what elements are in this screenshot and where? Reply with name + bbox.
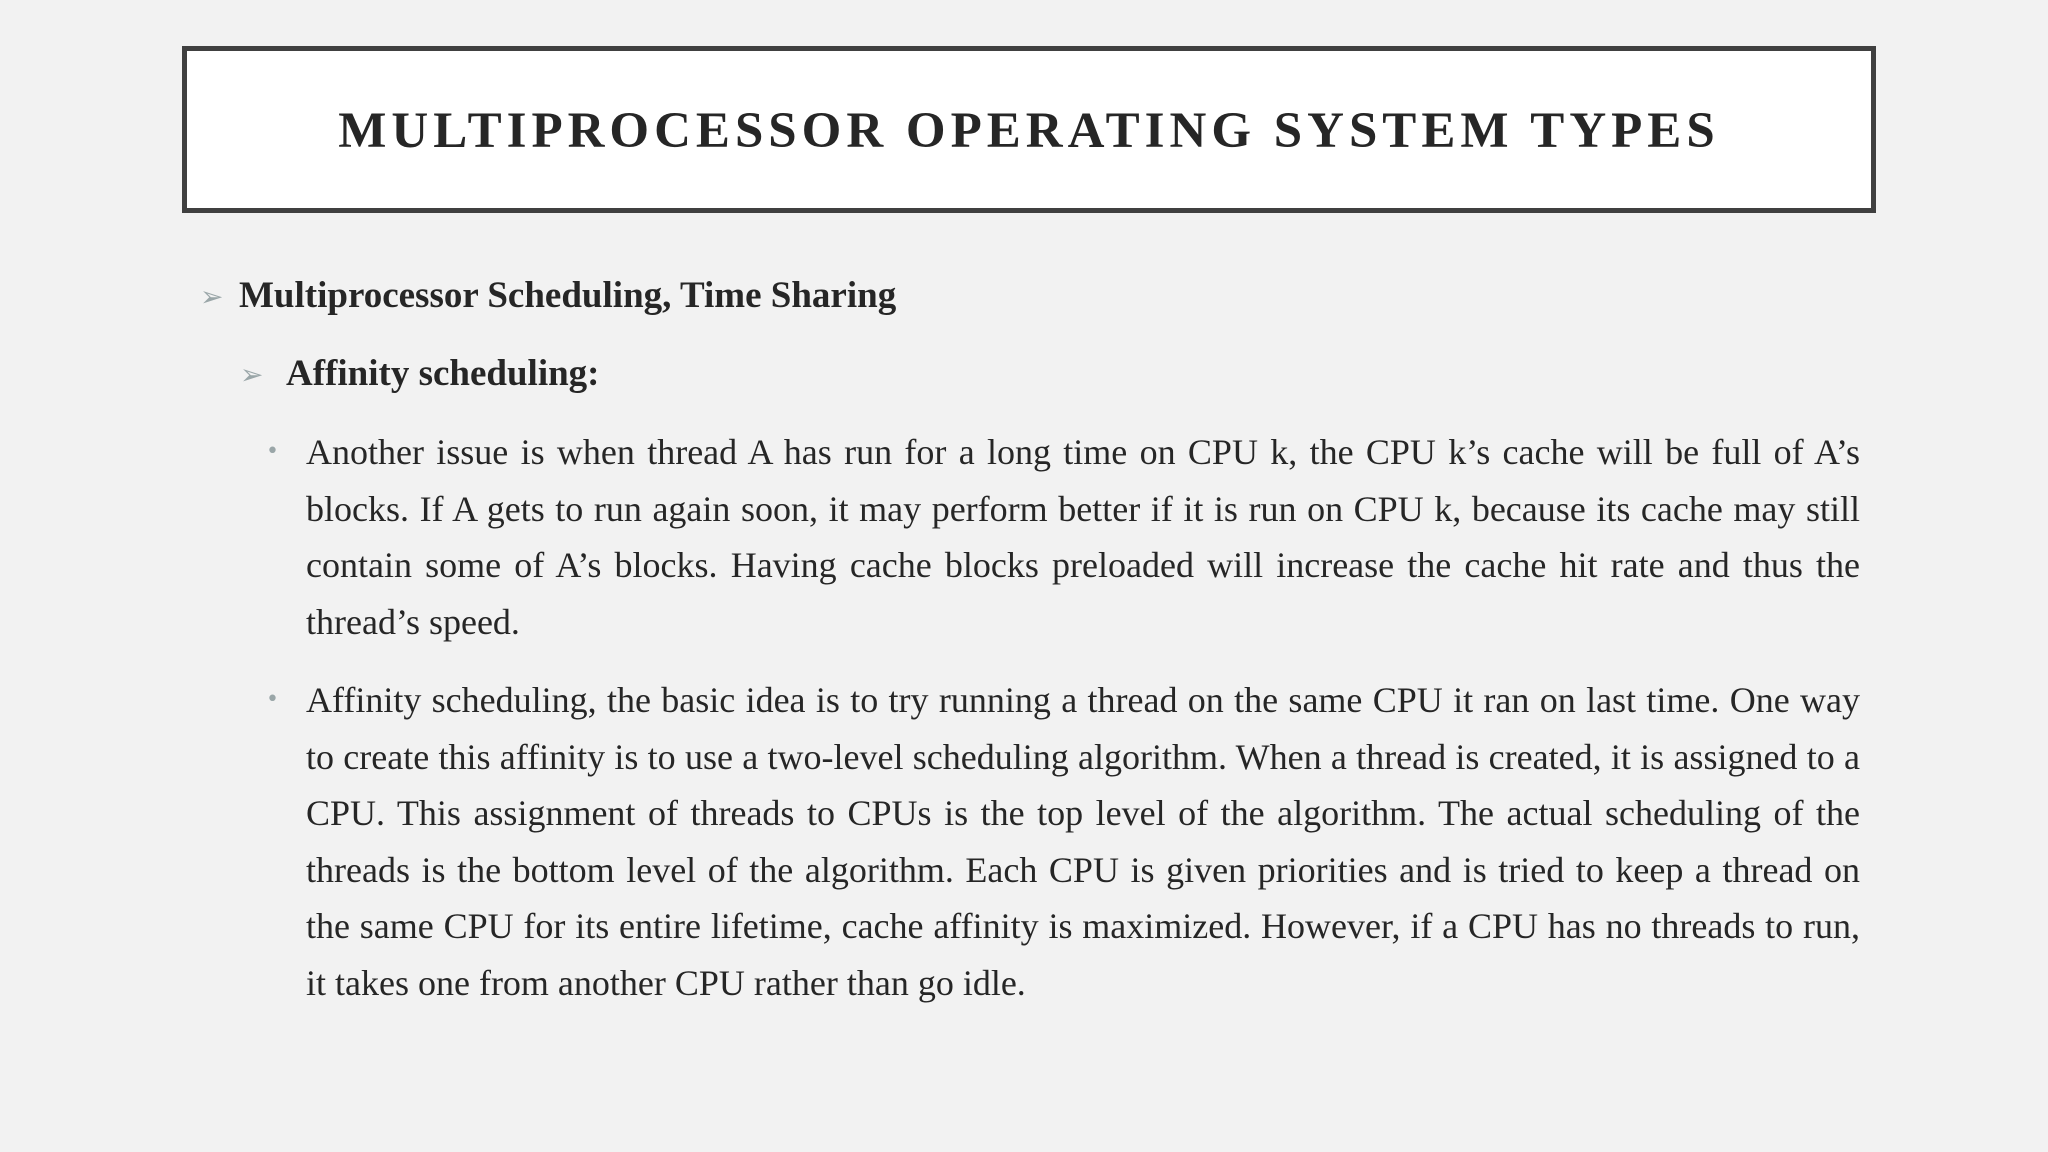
- arrow-bullet-icon: ➢: [240, 358, 264, 391]
- heading-level2: Affinity scheduling:: [286, 353, 600, 394]
- paragraph-1: [266, 424, 1860, 650]
- bullet-level2: [240, 350, 600, 398]
- slide-title: MULTIPROCESSOR OPERATING SYSTEM TYPES: [338, 102, 1720, 159]
- heading-level1: Multiprocessor Scheduling, Time Sharing: [239, 275, 897, 316]
- title-box: [182, 46, 1876, 213]
- bullet-level1: [200, 272, 896, 320]
- paragraph-text: Affinity scheduling, the basic idea is to try running a thread on the same CPU it ran on last time. One way to create this affinity is to use a two-level scheduling algorithm. When a thread is created, it is assigned to a CPU. This assignment of threads to CPUs is the top level of the algorithm. The actual scheduling of the threads is the bottom level of the algorithm. Each CPU is given priorities and is tried to keep a thread on the same CPU for its entire lifetime, cache affinity is maximized. However, if a CPU has no threads to run, it takes one from another CPU rather than go idle.: [306, 680, 1860, 1003]
- dot-bullet-icon: •: [266, 439, 279, 464]
- paragraph-2: [266, 672, 1860, 1011]
- paragraph-text: Another issue is when thread A has run for a long time on CPU k, the CPU k’s cache will be full of A’s blocks. If A gets to run again soon, it may perform better if it is run on CPU k, because its cache may still contain some of A’s blocks. Having cache blocks preloaded will increase the cache hit rate and thus the thread’s speed.: [306, 432, 1860, 642]
- dot-bullet-icon: •: [266, 687, 279, 712]
- arrow-bullet-icon: ➢: [200, 280, 224, 313]
